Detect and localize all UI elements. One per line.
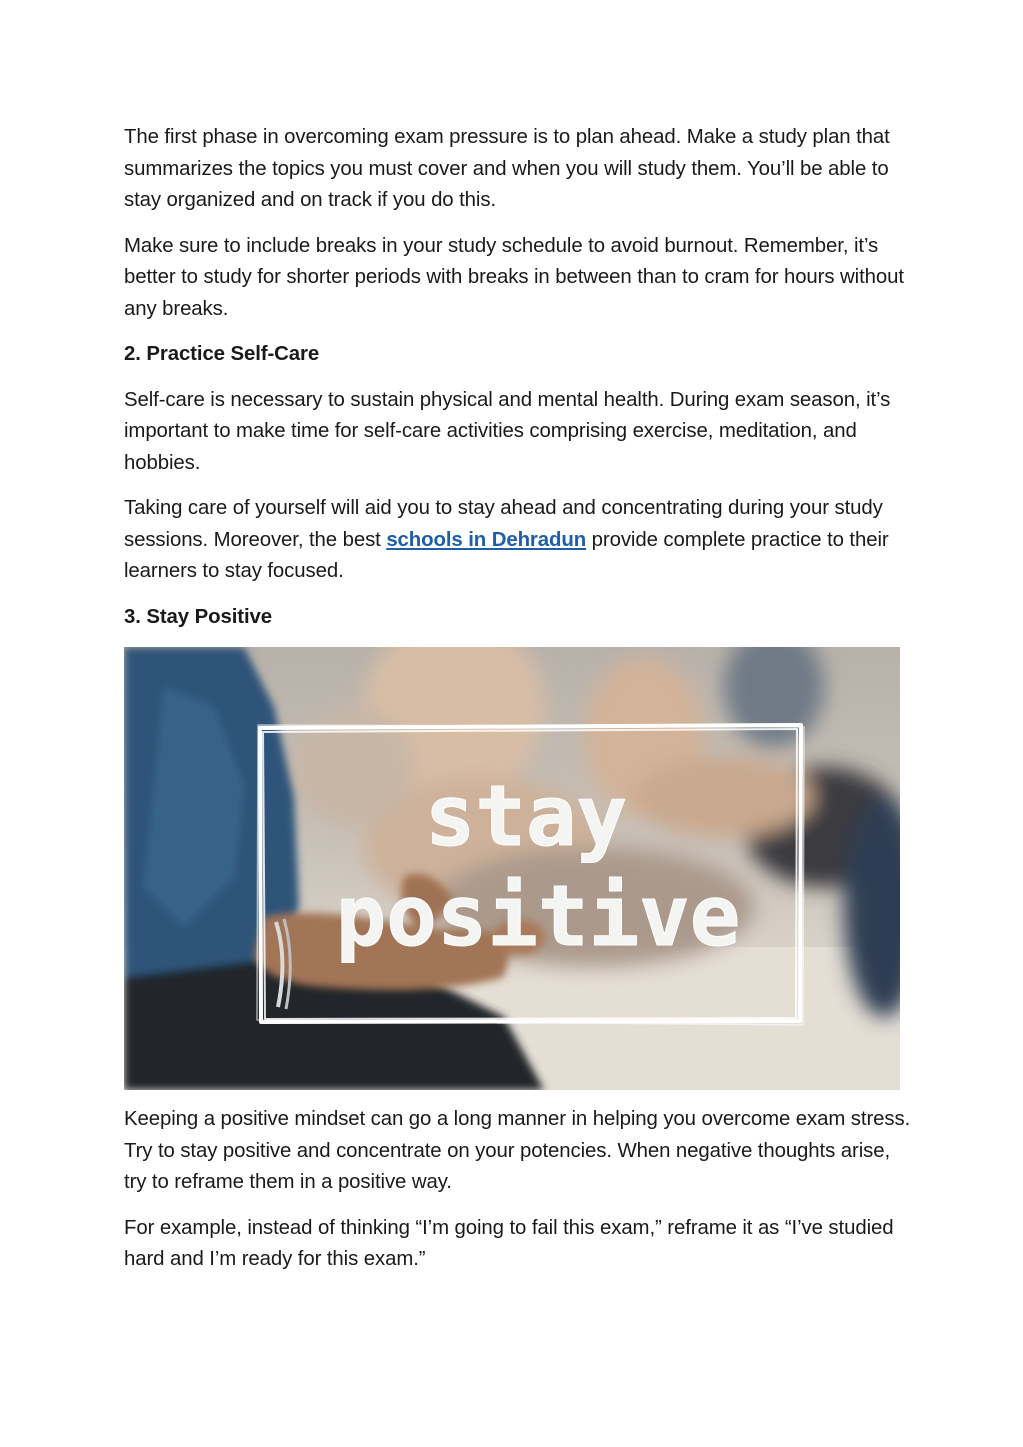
paragraph-taking-care-text-1: Taking care of yourself will aid you to stay ahead and concentrating during your study sessions. Moreover, the best bbox=[124, 497, 883, 551]
paragraph-plan-ahead: The first phase in overcoming exam pressure is to plan ahead. Make a study plan that summarizes the topics you must cover and when you will study them. You’ll be able to stay organized and on track if you do this. bbox=[124, 126, 890, 211]
schools-in-dehradun-link[interactable]: schools in Dehradun bbox=[386, 528, 587, 551]
paragraph-self-care: Self-care is necessary to sustain physical and mental health. During exam season, it’s important to make time for self-care activities comprising exercise, meditation, and hobbies. bbox=[124, 388, 891, 474]
paragraph-example: For example, instead of thinking “I’m going to fail this exam,” reframe it as “I’ve studied hard and I’m ready for this exam.” bbox=[124, 1216, 894, 1270]
paragraph-positive-mindset: Keeping a positive mindset can go a long manner in helping you overcome exam stress. Try to stay positive and concentrate on your potencies. When negative thoughts arise, try to reframe them in a positive way. bbox=[124, 1108, 911, 1193]
paragraph-taking-care bbox=[124, 493, 914, 588]
paragraph-breaks: Make sure to include breaks in your study schedule to avoid burnout. Remember, it’s better to study for shorter periods with breaks in between than to cram for hours without any breaks. bbox=[124, 234, 904, 320]
stay-positive-image bbox=[124, 647, 900, 1090]
paragraph-taking-care-text-2: provide complete practice to their learners to stay focused. bbox=[124, 528, 889, 582]
document-page bbox=[124, 122, 914, 1290]
image-text-positive: positive bbox=[335, 867, 741, 965]
heading-practice-self-care: 2. Practice Self-Care bbox=[124, 343, 320, 365]
image-text-stay: stay bbox=[424, 767, 628, 865]
heading-stay-positive: 3. Stay Positive bbox=[124, 605, 273, 628]
